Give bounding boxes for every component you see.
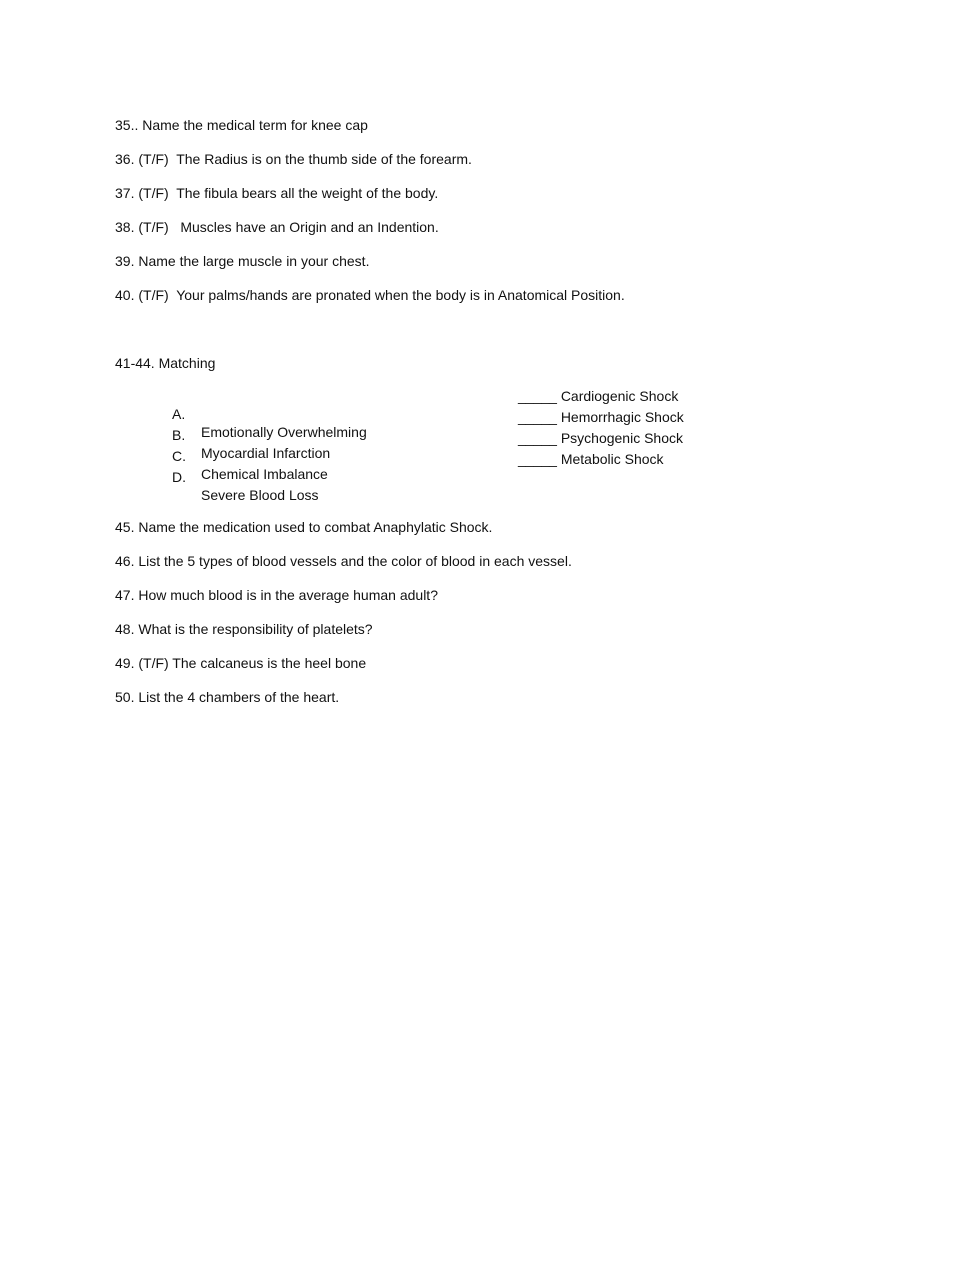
matching-term: Severe Blood Loss xyxy=(201,487,319,503)
question-49: 49. (T/F) The calcaneus is the heel bone xyxy=(115,655,367,671)
matching-answer-psychogenic: _____ Psychogenic Shock xyxy=(518,430,683,446)
matching-term: Chemical Imbalance xyxy=(201,466,328,482)
matching-heading: 41-44. Matching xyxy=(115,355,216,371)
question-38: 38. (T/F) Muscles have an Origin and an Indention. xyxy=(115,219,439,235)
question-45: 45. Name the medication used to combat Anaphylatic Shock. xyxy=(115,519,493,535)
question-39: 39. Name the large muscle in your chest. xyxy=(115,253,370,269)
question-47: 47. How much blood is in the average human adult? xyxy=(115,587,438,603)
question-46: 46. List the 5 types of blood vessels and the color of blood in each vessel. xyxy=(115,553,572,569)
matching-answer-hemorrhagic: _____ Hemorrhagic Shock xyxy=(518,409,684,425)
matching-term: Emotionally Overwhelming xyxy=(201,424,367,440)
matching-term: Myocardial Infarction xyxy=(201,445,331,461)
matching-answer-metabolic: _____ Metabolic Shock xyxy=(518,451,664,467)
question-36: 36. (T/F) The Radius is on the thumb side of the forearm. xyxy=(115,151,472,167)
question-40: 40. (T/F) Your palms/hands are pronated when the body is in Anatomical Position. xyxy=(115,287,625,303)
matching-letter: C. xyxy=(172,448,186,464)
question-35: 35.. Name the medical term for knee cap xyxy=(115,117,368,133)
question-48: 48. What is the responsibility of platelets? xyxy=(115,621,373,637)
question-50: 50. List the 4 chambers of the heart. xyxy=(115,689,340,705)
matching-letter: D. xyxy=(172,469,186,485)
matching-letter: B. xyxy=(172,427,186,443)
matching-letter: A. xyxy=(172,406,186,422)
question-37: 37. (T/F) The fibula bears all the weight of the body. xyxy=(115,185,439,201)
matching-answer-cardiogenic: _____ Cardiogenic Shock xyxy=(518,388,679,404)
